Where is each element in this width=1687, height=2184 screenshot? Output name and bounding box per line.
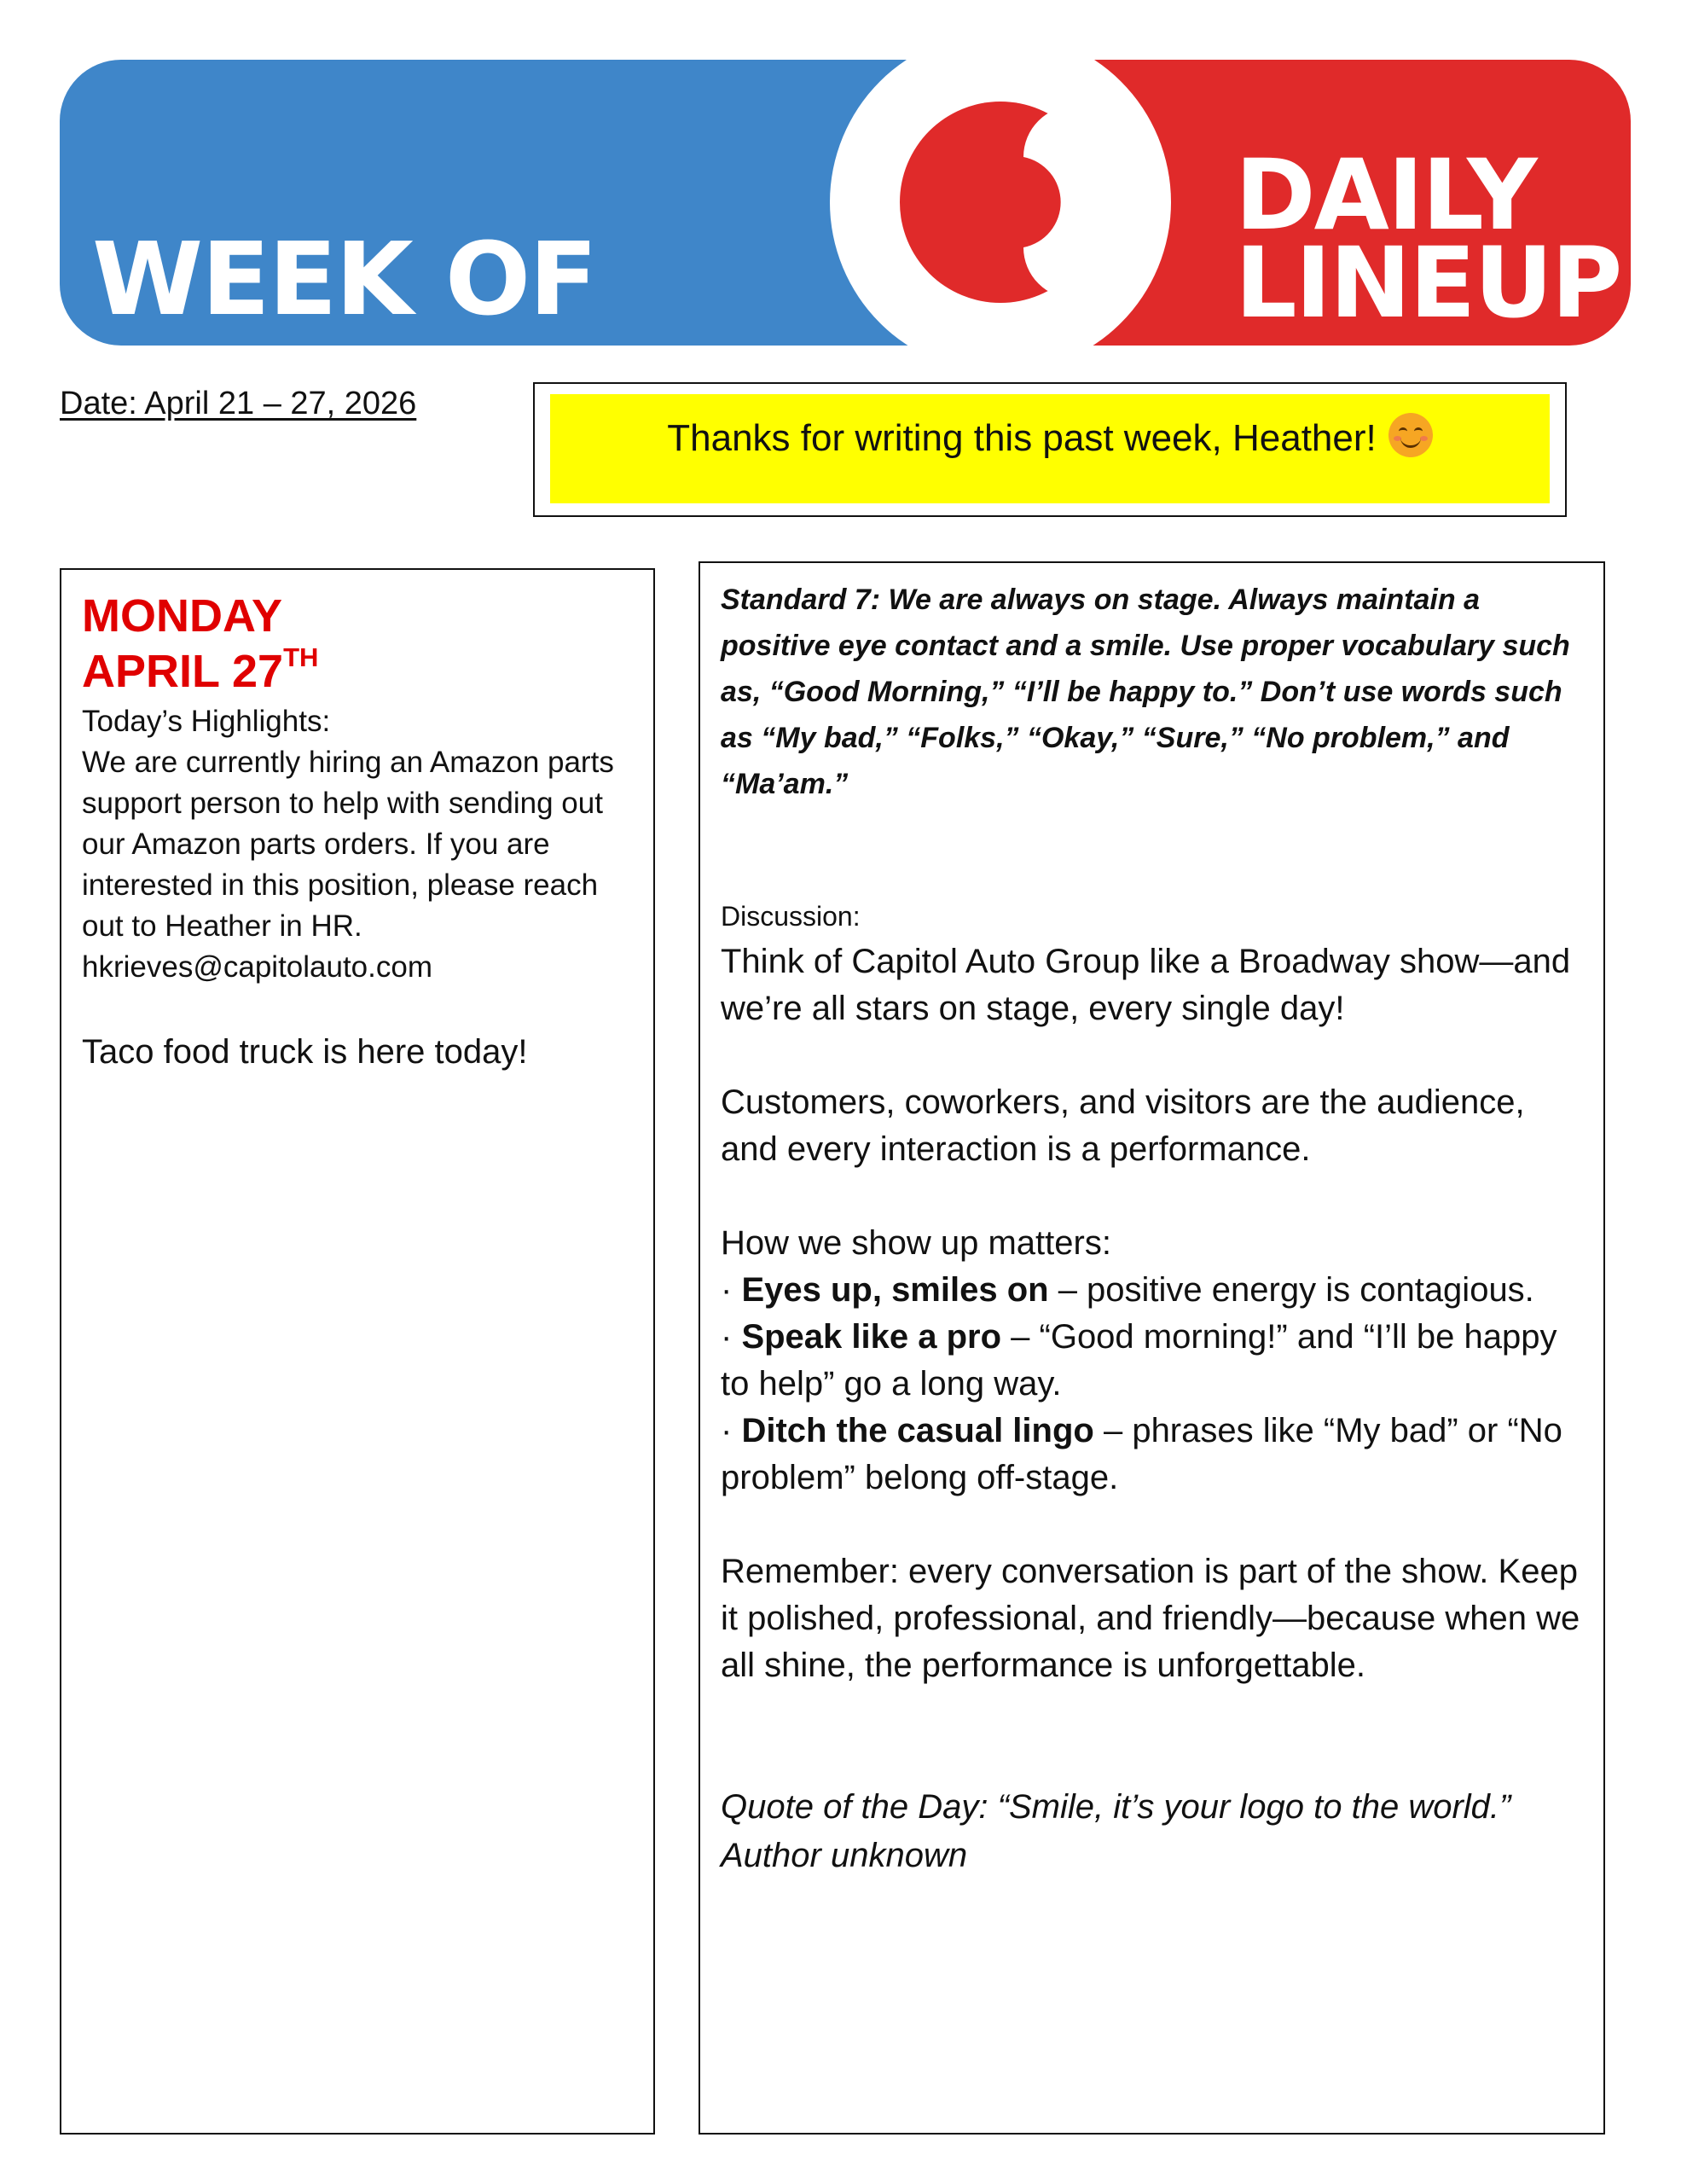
matters-intro: How we show up matters:: [721, 1224, 1111, 1262]
day-date-suffix: TH: [283, 642, 319, 672]
highlights-text: We are currently hiring an Amazon parts support person to help with sending out our Amazon parts orders. If you are interested in this position, please reach out to Heather in HR.: [82, 745, 614, 943]
bullet-bold: Ditch the casual lingo: [741, 1412, 1094, 1449]
day-date: [82, 644, 633, 700]
bullet-item: · Eyes up, smiles on – positive energy is contagious.: [721, 1271, 1534, 1309]
day-date-main: APRIL 27: [82, 645, 284, 697]
week-date: Date: April 21 – 27, 2026: [60, 386, 417, 421]
daily-highlights-panel: [60, 568, 655, 2135]
hr-email: hkrieves@capitolauto.com: [82, 950, 432, 984]
bullet-bold: Speak like a pro: [741, 1318, 1002, 1356]
thanks-highlight: [550, 394, 1550, 503]
daily-lineup-heading: [1235, 138, 1621, 340]
lineup-word: LINEUP: [1235, 225, 1621, 340]
discussion-paragraph-1: Think of Capitol Auto Group like a Broadway show—and we’re all stars on stage, every single day!: [721, 943, 1571, 1027]
day-heading: [82, 589, 633, 700]
discussion-paragraph-2: Customers, coworkers, and visitors are the audience, and every interaction is a performance.: [721, 1083, 1525, 1168]
thanks-callout: [533, 382, 1567, 517]
daily-word: DAILY: [1235, 138, 1536, 252]
bullet-item: · Ditch the casual lingo – phrases like “My bad” or “No problem” belong off-stage.: [721, 1412, 1562, 1496]
quote-text: Quote of the Day: “Smile, it’s your logo to the world.”: [721, 1788, 1511, 1826]
discussion-paragraph-3: [721, 1220, 1583, 1502]
highlights-label: Today’s Highlights:: [82, 704, 331, 738]
bullet-item: · Speak like a pro – “Good morning!” and “I’ll be happy to help” go a long way.: [721, 1318, 1557, 1403]
taco-announcement: Taco food truck is here today!: [82, 1032, 528, 1071]
bullet-bold: Eyes up, smiles on: [741, 1271, 1049, 1309]
standard-discussion-panel: [699, 561, 1605, 2135]
header-banner: [60, 60, 1631, 346]
quote-of-the-day: [721, 1783, 1583, 1880]
discussion-label: Discussion:: [721, 901, 861, 932]
smiling-face-icon: [1388, 413, 1433, 457]
day-name: MONDAY: [82, 590, 283, 642]
quote-author: Author unknown: [721, 1837, 968, 1874]
thanks-text: Thanks for writing this past week, Heather!: [667, 417, 1377, 459]
discussion-paragraph-4: Remember: every conversation is part of the show. Keep it polished, professional, and friendly—because when we all shine, the performance is unforgettable.: [721, 1553, 1580, 1684]
week-of-heading: WEEK OF: [92, 220, 596, 338]
standard-statement: Standard 7: We are always on stage. Always maintain a positive eye contact and a smile. Use proper vocabulary such as, “Good Morning,” “I’ll be happy to.” Don’t use words such as “My bad,” “Folks,” “Okay,” “Sure,” “No problem,” and “Ma’am.”: [721, 584, 1570, 800]
